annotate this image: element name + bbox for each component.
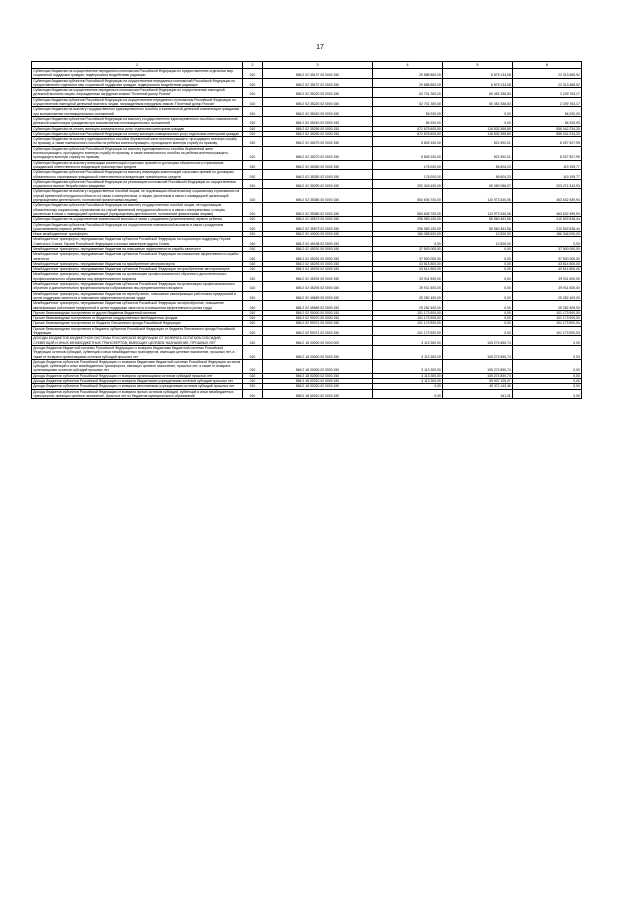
column-header: 2 — [243, 62, 263, 69]
row-rest-cell: 556 042 234,20 — [513, 131, 582, 136]
table-row — [32, 88, 582, 98]
table-row — [32, 97, 582, 107]
row-name-cell: Субвенции бюджетам на выплату единовременного пособия беременной жене военнослужащего, проходящего военную службу по призыву, а также ежемесячного пособия на ребенка военнослужащего, проходящего военную службу по призыву — [32, 137, 243, 147]
row-plan-cell: 296 083 100,00 — [373, 217, 443, 222]
row-fact-cell: 59 907 125,07 — [443, 379, 513, 384]
table-row — [32, 373, 582, 378]
row-plan-cell: 37 500 000,00 — [373, 252, 443, 262]
table-row — [32, 237, 582, 247]
row-code-cell: 010 — [243, 88, 263, 98]
row-plan-cell: 101 173 900,00 — [373, 316, 443, 321]
row-kbk-cell: 866 2 02 90071 02 0000 150 — [263, 326, 373, 336]
row-kbk-cell: 866 2 02 45291 00 0000 150 — [263, 246, 373, 251]
row-rest-cell: 2 249 763,17 — [513, 88, 582, 98]
row-name-cell: Субвенции бюджетам субъектов Российской Федерации на осуществление переданного полномочия Российской Федерации по осуществлению ежегодной денежной выплаты лицам, награжденным нагрудным знаком "Почетный донор России" — [32, 97, 243, 107]
row-code-cell: 010 — [243, 126, 263, 131]
row-kbk-cell: 866 2 02 35573 00 0000 150 — [263, 217, 373, 222]
row-name-cell: Межбюджетные трансферты, передаваемые бюджетам на повышение эффективности службы занятости — [32, 246, 243, 251]
row-code-cell: 010 — [243, 316, 263, 321]
row-kbk-cell: 866 2 02 45293 00 0000 150 — [263, 261, 373, 266]
row-code-cell: 010 — [243, 116, 263, 126]
column-header: 5 — [443, 62, 513, 69]
table-row — [32, 379, 582, 384]
row-kbk-cell: 866 2 02 35137 00 0000 150 — [263, 69, 373, 79]
column-header: 6 — [513, 62, 582, 69]
row-plan-cell: 8 849 100,00 — [373, 146, 443, 160]
row-name-cell: Прочие безвозмездные поступления в бюджеты субъектов Российской Федерации от бюджета Пенсионного фонда Российской Федерации — [32, 326, 243, 336]
table-row — [32, 189, 582, 203]
row-name-cell: Субвенции бюджетам на осуществление переданного полномочия Российской Федерации по осуществлению ежегодной денежной выплаты лицам, награжденным нагрудным знаком "Почетный донор России" — [32, 88, 243, 98]
row-kbk-cell: 866 2 18 00000 00 0000 000 — [263, 336, 373, 346]
row-code-cell: 010 — [243, 389, 263, 399]
row-name-cell: Межбюджетные трансферты, передаваемые бюджетам субъектов Российской Федерации на повышение эффективности службы занятости — [32, 252, 243, 262]
row-kbk-cell: 866 2 18 60010 02 0000 150 — [263, 389, 373, 399]
row-fact-cell: 60 451 536,83 — [443, 88, 513, 98]
row-fact-cell: 821 592,01 — [443, 146, 513, 160]
row-rest-cell: 463 632 359,94 — [513, 203, 582, 217]
row-kbk-cell: 866 2 02 40000 00 0000 150 — [263, 232, 373, 237]
row-kbk-cell: 866 2 02 35380 02 0000 150 — [263, 203, 373, 217]
row-rest-cell: 37 500 000,00 — [513, 246, 582, 251]
row-kbk-cell: 866 2 02 35573 02 0000 150 — [263, 222, 373, 232]
row-plan-cell: 8 849 100,00 — [373, 137, 443, 147]
row-plan-cell: 62 701 300,00 — [373, 97, 443, 107]
row-name-cell: Субвенции бюджетам субъектов Российской Федерации на осуществление переданных полномочий Российской Федерации по предоставлению отдельных мер социальной поддержки граждан, подвергшихся воздействию радиации — [32, 78, 243, 88]
table-row — [32, 203, 582, 217]
row-plan-cell: 0,00 — [373, 389, 443, 399]
row-code-cell: 010 — [243, 291, 263, 301]
row-kbk-cell: 866 2 02 35270 02 0000 150 — [263, 146, 373, 160]
table-row — [32, 291, 582, 301]
row-fact-cell: 12 500,00 — [443, 232, 513, 237]
row-fact-cell: 0,00 — [443, 301, 513, 311]
row-fact-cell: 0,00 — [443, 116, 513, 126]
row-plan-cell: 672 875 600,00 — [373, 131, 443, 136]
row-fact-cell: 116 832 365,80 — [443, 126, 513, 131]
row-plan-cell: 3 113 300,00 — [373, 336, 443, 346]
row-fact-cell: 105 274 850,74 — [443, 359, 513, 373]
row-code-cell: 010 — [243, 97, 263, 107]
row-code-cell: 010 — [243, 217, 263, 222]
row-code-cell: 010 — [243, 345, 263, 359]
row-code-cell: 010 — [243, 267, 263, 272]
row-code-cell: 010 — [243, 179, 263, 189]
row-rest-cell: 101 173 900,00 — [513, 321, 582, 326]
row-plan-cell: 101 173 900,00 — [373, 326, 443, 336]
row-plan-cell: 3 113 300,00 — [373, 373, 443, 378]
budget-table — [31, 61, 582, 399]
table-row — [32, 345, 582, 359]
row-name-cell: Доходы бюджетов бюджетной системы Российской Федерации от возврата бюджетами бюджетной системы Российской Федерации остатков субсидий, субвенций и иных межбюджетных трансфертов, имеющих целевое назначение, прошлых лет, а также от возврата организациями остатков субсидий прошлых лет — [32, 345, 243, 359]
row-rest-cell: 119 195,77 — [513, 170, 582, 180]
row-fact-cell: 45 372 143,46 — [443, 384, 513, 389]
row-kbk-cell: 866 2 02 45291 02 0000 150 — [263, 252, 373, 262]
row-rest-cell: 29 911 500,00 — [513, 272, 582, 282]
table-row — [32, 389, 582, 399]
row-plan-cell: 43 614 800,00 — [373, 267, 443, 272]
row-plan-cell: 56 200,00 — [373, 116, 443, 126]
row-rest-cell: 186 346 000,00 — [513, 232, 582, 237]
table-row — [32, 116, 582, 126]
row-name-cell: Межбюджетные трансферты, передаваемые бюджетам субъектов Российской Федерации на приобретение автотранспорта — [32, 267, 243, 272]
row-plan-cell: 0,00 — [373, 237, 443, 247]
row-name-cell: Межбюджетные трансферты, передаваемые бюджетам на организацию профессионального обучения и дополнительного профессионального образования лиц предпенсионного возраста — [32, 272, 243, 282]
row-plan-cell: 3 113 300,00 — [373, 345, 443, 359]
row-kbk-cell: 866 2 02 35220 00 0000 150 — [263, 88, 373, 98]
table-row — [32, 78, 582, 88]
row-plan-cell: 101 173 900,00 — [373, 310, 443, 315]
row-rest-cell: 210 502 638,44 — [513, 222, 582, 232]
row-fact-cell: 0,00 — [443, 272, 513, 282]
row-code-cell: 010 — [243, 160, 263, 170]
row-rest-cell: 22 313 665,92 — [513, 78, 582, 88]
row-rest-cell: 556 042 234,20 — [513, 126, 582, 131]
row-code-cell: 010 — [243, 170, 263, 180]
row-kbk-cell: 866 2 02 45294 02 0000 150 — [263, 282, 373, 292]
row-plan-cell: 292 343 400,00 — [373, 179, 443, 189]
table-row — [32, 179, 582, 189]
row-plan-cell: 101 173 900,00 — [373, 321, 443, 326]
row-fact-cell: 821 592,01 — [443, 137, 513, 147]
row-plan-cell: 296 083 100,00 — [373, 222, 443, 232]
table-row — [32, 69, 582, 79]
row-code-cell: 010 — [243, 272, 263, 282]
row-plan-cell: 176 000,00 — [373, 160, 443, 170]
row-kbk-cell: 866 2 02 45659 00 0000 150 — [263, 291, 373, 301]
row-plan-cell: 3 113 300,00 — [373, 359, 443, 373]
row-fact-cell: 0,00 — [443, 282, 513, 292]
row-kbk-cell: 866 2 02 35380 00 0000 150 — [263, 189, 373, 203]
row-name-cell: Прочие безвозмездные поступления от бюджетов государственных внебюджетных фондов — [32, 316, 243, 321]
row-fact-cell: 0,00 — [443, 107, 513, 117]
row-kbk-cell: 866 2 02 90000 00 0000 150 — [263, 310, 373, 315]
row-fact-cell: 105 274 850,74 — [443, 373, 513, 378]
row-name-cell: Субвенции бюджетам субъектов Российской Федерации на выплату единовременного пособия беременной жене военнослужащего, проходящего военную службу по призыву, а также ежемесячного пособия на ребенка военнослужащего, проходящего военную службу по призыву — [32, 146, 243, 160]
row-kbk-cell: 866 2 18 02000 02 0000 150 — [263, 373, 373, 378]
row-code-cell: 010 — [243, 69, 263, 79]
row-rest-cell: 0,00 — [513, 384, 582, 389]
row-rest-cell: 8 027 507,99 — [513, 137, 582, 147]
table-row — [32, 252, 582, 262]
row-fact-cell: 85 560 461,56 — [443, 217, 513, 222]
row-code-cell: 010 — [243, 107, 263, 117]
row-fact-cell: 0,00 — [443, 326, 513, 336]
table-row — [32, 217, 582, 222]
row-plan-cell: 43 614 800,00 — [373, 261, 443, 266]
row-code-cell: 010 — [243, 189, 263, 203]
row-name-cell: Субвенции бюджетам на выплату государственного единовременного пособия и ежемесячной денежной компенсации гражданам при возникновении поствакцинальных осложнений — [32, 107, 243, 117]
row-fact-cell: 0,00 — [443, 246, 513, 251]
row-code-cell: 010 — [243, 336, 263, 346]
row-name-cell: Субвенции бюджетам субъектов Российской Федерации на выплату государственного единовременного пособия и ежемесячной денежной компенсации гражданам при возникновении поствакцинальных осложнений — [32, 116, 243, 126]
row-name-cell: Субвенции бюджетам на выплату инвалидам компенсаций страховых премий по договорам обязательного страхования гражданской ответственности владельцев транспортных средств — [32, 160, 243, 170]
row-rest-cell: 56 200,00 — [513, 116, 582, 126]
row-kbk-cell: 866 2 02 35240 00 0000 150 — [263, 107, 373, 117]
row-fact-cell: 0,00 — [443, 252, 513, 262]
row-kbk-cell: 866 2 02 35270 00 0000 150 — [263, 137, 373, 147]
row-plan-cell: 584 606 700,00 — [373, 203, 443, 217]
row-fact-cell: 56 604,23 — [443, 160, 513, 170]
row-code-cell: 010 — [243, 146, 263, 160]
row-kbk-cell: 866 2 18 02020 02 0000 150 — [263, 384, 373, 389]
row-plan-cell: 29 911 500,00 — [373, 272, 443, 282]
row-plan-cell: 0,00 — [373, 384, 443, 389]
row-rest-cell: 25 282 400,00 — [513, 301, 582, 311]
row-kbk-cell: 866 2 02 45659 02 0000 150 — [263, 301, 373, 311]
row-kbk-cell: 866 2 02 35137 02 0000 150 — [263, 78, 373, 88]
row-name-cell: Доходы бюджетов субъектов Российской Федерации от возврата организациями остатков субсидий прошлых лет — [32, 373, 243, 378]
row-rest-cell: 22 313 665,92 — [513, 69, 582, 79]
row-code-cell: 010 — [243, 301, 263, 311]
row-rest-cell: 2 249 763,17 — [513, 97, 582, 107]
table-row — [32, 282, 582, 292]
row-name-cell: Доходы бюджетов субъектов Российской Федерации от возврата бюджетами бюджетной системы Российской Федерации остатков субсидий, субвенций и иных межбюджетных трансфертов, имеющих целевое назначение, прошлых лет, а также от возврата организациями остатков субсидий прошлых лет — [32, 359, 243, 373]
row-plan-cell: 672 875 600,00 — [373, 126, 443, 131]
row-rest-cell: 0,00 — [513, 336, 582, 346]
row-fact-cell: 6 875 134,08 — [443, 69, 513, 79]
row-name-cell: Субвенции бюджетам на выплату государственных пособий лицам, не подлежащим обязательному социальному страхованию на случай временной нетрудоспособности и в связи с материнством, и лицам, уволенным в связи с ликвидацией организаций (прекращением деятельности, полномочий физическими лицами) — [32, 189, 243, 203]
row-code-cell: 010 — [243, 232, 263, 237]
row-rest-cell: 0,00 — [513, 345, 582, 359]
table-row — [32, 146, 582, 160]
column-header: 1 — [32, 62, 243, 69]
row-kbk-cell: 866 2 02 45198 02 0000 150 — [263, 237, 373, 247]
row-plan-cell: 29 888 800,00 — [373, 78, 443, 88]
row-kbk-cell: 866 2 18 02010 02 0000 150 — [263, 379, 373, 384]
table-header-row — [32, 62, 582, 69]
row-code-cell: 010 — [243, 222, 263, 232]
row-code-cell: 010 — [243, 384, 263, 389]
row-plan-cell: 29 911 500,00 — [373, 282, 443, 292]
row-rest-cell: 119 195,77 — [513, 160, 582, 170]
row-name-cell: Доходы бюджетов субъектов Российской Федерации от возврата прочих остатков субсидий, субвенций и иных межбюджетных трансфертов, имеющих целевое назначение, прошлых лет из бюджетов муниципальных образований — [32, 389, 243, 399]
row-code-cell: 010 — [243, 237, 263, 247]
row-code-cell: 010 — [243, 246, 263, 251]
row-kbk-cell: 866 2 18 00000 02 0000 150 — [263, 359, 373, 373]
row-name-cell: Прочие безвозмездные поступления от других бюджетов бюджетной системы — [32, 310, 243, 315]
table-row — [32, 131, 582, 136]
row-kbk-cell: 866 2 02 35280 00 0000 150 — [263, 160, 373, 170]
table-row — [32, 301, 582, 311]
row-name-cell: Субвенции бюджетам субъектов Российской Федерации на реализацию полномочий Российской Федерации по осуществлению социальных выплат безработным гражданам — [32, 179, 243, 189]
row-rest-cell: 43 614 800,00 — [513, 267, 582, 272]
row-name-cell: ДОХОДЫ БЮДЖЕТОВ БЮДЖЕТНОЙ СИСТЕМЫ РОССИЙСКОЙ ФЕДЕРАЦИИ ОТ ВОЗВРАТА ОСТАТКОВ СУБСИДИЙ, СУБВЕНЦИЙ И ИНЫХ МЕЖБЮДЖЕТНЫХ ТРАНСФЕРТОВ, ИМЕЮЩИХ ЦЕЛЕВОЕ НАЗНАЧЕНИЕ, ПРОШЛЫХ ЛЕТ — [32, 336, 243, 346]
row-code-cell: 010 — [243, 359, 263, 373]
row-code-cell: 010 — [243, 252, 263, 262]
row-rest-cell: 25 282 400,00 — [513, 291, 582, 301]
row-code-cell: 010 — [243, 261, 263, 266]
row-fact-cell: 110 973 340,06 — [443, 203, 513, 217]
row-kbk-cell: 866 2 02 35250 02 0000 150 — [263, 131, 373, 136]
row-code-cell: 010 — [243, 321, 263, 326]
row-kbk-cell: 866 2 18 00000 00 0000 150 — [263, 345, 373, 359]
row-plan-cell: 186 358 500,00 — [373, 232, 443, 237]
table-row — [32, 359, 582, 373]
row-code-cell: 010 — [243, 379, 263, 384]
row-kbk-cell: 866 2 02 45294 00 0000 150 — [263, 272, 373, 282]
row-name-cell: Межбюджетные трансферты, передаваемые бюджетам субъектов Российской Федерации на организацию профессионального обучения и дополнительного профессионального образования лиц предпенсионного возраста — [32, 282, 243, 292]
row-kbk-cell: 866 2 02 90070 00 0000 150 — [263, 316, 373, 321]
row-code-cell: 010 — [243, 326, 263, 336]
row-plan-cell: 37 500 000,00 — [373, 246, 443, 251]
table-row — [32, 170, 582, 180]
row-plan-cell: 25 282 400,00 — [373, 301, 443, 311]
row-name-cell: Иные межбюджетные трансферты — [32, 232, 243, 237]
table-row — [32, 126, 582, 131]
row-code-cell: 010 — [243, 282, 263, 292]
row-fact-cell: 0,00 — [443, 310, 513, 315]
row-kbk-cell: 866 2 02 35280 02 0000 150 — [263, 170, 373, 180]
row-plan-cell: 25 282 400,00 — [373, 291, 443, 301]
row-rest-cell: 101 173 900,00 — [513, 316, 582, 321]
row-rest-cell: 0,00 — [513, 237, 582, 247]
row-rest-cell: 223 274 343,93 — [513, 179, 582, 189]
row-name-cell: Субвенции бюджетам субъектов Российской Федерации на выплату государственных пособий лицам, не подлежащим обязательному социальному страхованию на случай временной нетрудоспособности и в связи с материнством, и лицам, уволенным в связи с ликвидацией организаций (прекращением деятельности, полномочий физическими лицами) — [32, 203, 243, 217]
row-plan-cell: 3 113 300,00 — [373, 379, 443, 384]
row-kbk-cell: 866 2 02 35240 02 0000 150 — [263, 116, 373, 126]
row-plan-cell: 29 888 800,00 — [373, 69, 443, 79]
row-rest-cell: 210 502 638,44 — [513, 217, 582, 222]
table-row — [32, 336, 582, 346]
table-row — [32, 272, 582, 282]
row-kbk-cell: 866 2 02 90071 00 0000 150 — [263, 321, 373, 326]
page-number: 17 — [316, 44, 324, 51]
row-fact-cell: 110 973 340,06 — [443, 189, 513, 203]
row-code-cell: 010 — [243, 137, 263, 147]
row-name-cell: Доходы бюджетов субъектов Российской Федерации от возврата бюджетными учреждениями остатков субсидий прошлых лет — [32, 379, 243, 384]
table-row — [32, 160, 582, 170]
row-code-cell: 010 — [243, 310, 263, 315]
row-fact-cell: 105 274 850,74 — [443, 345, 513, 359]
row-name-cell: Субвенции бюджетам на осуществление переданного полномочия Российской Федерации по предоставлению отдельных мер социальной поддержки граждан, подвергшихся воздействию радиации — [32, 69, 243, 79]
row-name-cell: Субвенции бюджетам субъектов Российской Федерации на осуществление ежемесячной выплаты в связи с рождением (усыновлением) первого ребенка — [32, 222, 243, 232]
table-row — [32, 222, 582, 232]
row-fact-cell: 0,00 — [443, 321, 513, 326]
table-row — [32, 137, 582, 147]
row-rest-cell: 8 027 507,99 — [513, 146, 582, 160]
row-code-cell: 010 — [243, 203, 263, 217]
row-name-cell: Межбюджетные трансферты, передаваемые бюджетам субъектов Российской Федерации на социальную поддержку Героев Советского Союза, Героев Российской Федерации и полных кавалеров ордена Славы — [32, 237, 243, 247]
row-fact-cell: 6 875 134,08 — [443, 78, 513, 88]
row-code-cell: 010 — [243, 131, 263, 136]
row-rest-cell: 37 500 000,00 — [513, 252, 582, 262]
row-name-cell: Межбюджетные трансферты, передаваемые бюджетам на переобучение, повышение квалификации работников предприятий в целях поддержки занятости и повышения эффективности рынка труда — [32, 291, 243, 301]
row-fact-cell: 116 832 365,80 — [443, 131, 513, 136]
row-fact-cell: 85 560 461,56 — [443, 222, 513, 232]
row-rest-cell: 101 173 900,00 — [513, 310, 582, 315]
row-plan-cell: 176 000,00 — [373, 170, 443, 180]
row-name-cell: Доходы бюджетов субъектов Российской Федерации от возврата автономными учреждениями остатков субсидий прошлых лет — [32, 384, 243, 389]
row-name-cell: Субвенции бюджетам на осуществление ежемесячной выплаты в связи с рождением (усыновлением) первого ребенка — [32, 217, 243, 222]
row-fact-cell: 69 069 056,07 — [443, 179, 513, 189]
row-fact-cell: 0,00 — [443, 291, 513, 301]
column-header: 4 — [373, 62, 443, 69]
row-fact-cell: 60 451 536,83 — [443, 97, 513, 107]
row-fact-cell: 0,00 — [443, 316, 513, 321]
row-fact-cell: 56 604,23 — [443, 170, 513, 180]
row-rest-cell: 0,00 — [513, 359, 582, 373]
row-fact-cell: 12 500,00 — [443, 237, 513, 247]
table-row — [32, 326, 582, 336]
row-name-cell: Межбюджетные трансферты, передаваемые бюджетам на приобретение автотранспорта — [32, 261, 243, 266]
row-fact-cell: 105 274 850,74 — [443, 336, 513, 346]
row-name-cell: Субвенции бюджетам субъектов Российской Федерации на выплату инвалидам компенсаций страховых премий по договорам обязательного страхования гражданской ответственности владельцев транспортных средств — [32, 170, 243, 180]
table-row — [32, 384, 582, 389]
row-fact-cell: 0,00 — [443, 261, 513, 266]
row-code-cell: 010 — [243, 373, 263, 378]
row-rest-cell: 463 632 359,94 — [513, 189, 582, 203]
row-kbk-cell: 866 2 02 45293 02 0000 150 — [263, 267, 373, 272]
row-plan-cell: 584 606 700,00 — [373, 189, 443, 203]
row-plan-cell: 62 701 300,00 — [373, 88, 443, 98]
row-fact-cell: 0,00 — [443, 267, 513, 272]
table-row — [32, 107, 582, 117]
row-name-cell: Прочие безвозмездные поступления от бюджета Пенсионного фонда Российской Федерации — [32, 321, 243, 326]
row-rest-cell: 29 911 500,00 — [513, 282, 582, 292]
row-name-cell: Межбюджетные трансферты, передаваемые бюджетам субъектов Российской Федерации на переобучение, повышение квалификации работников предприятий в целях поддержки занятости и повышения эффективности рынка труда — [32, 301, 243, 311]
row-rest-cell: 101 173 900,00 — [513, 326, 582, 336]
row-kbk-cell: 866 2 02 35290 02 0000 150 — [263, 179, 373, 189]
row-code-cell: 010 — [243, 78, 263, 88]
row-name-cell: Субвенции бюджетам на оплату жилищно-коммунальных услуг отдельным категориям граждан — [32, 126, 243, 131]
row-kbk-cell: 866 2 02 35250 00 0000 150 — [263, 126, 373, 131]
row-plan-cell: 56 200,00 — [373, 107, 443, 117]
row-rest-cell: 56 200,00 — [513, 107, 582, 117]
row-rest-cell: 0,00 — [513, 373, 582, 378]
row-rest-cell: 0,00 — [513, 389, 582, 399]
row-rest-cell: 43 614 800,00 — [513, 261, 582, 266]
column-header: 3 — [263, 62, 373, 69]
row-rest-cell: 0,00 — [513, 379, 582, 384]
row-kbk-cell: 866 2 02 35220 02 0000 150 — [263, 97, 373, 107]
row-fact-cell: 341,31 — [443, 389, 513, 399]
row-name-cell: Субвенции бюджетам субъектов Российской Федерации на оплату жилищно-коммунальных услуг отдельным категориям граждан — [32, 131, 243, 136]
